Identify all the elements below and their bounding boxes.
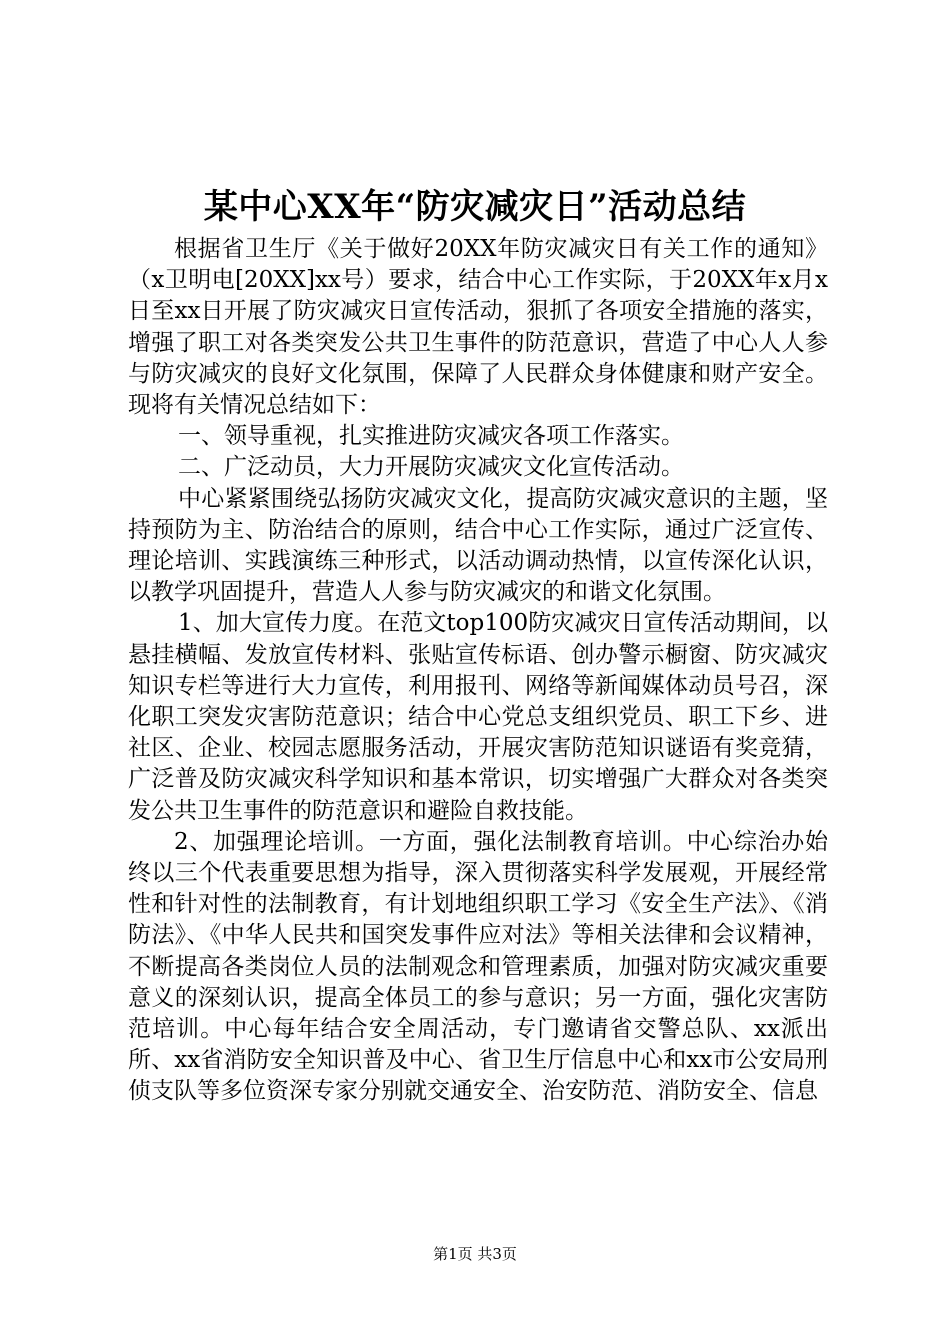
section-2-paragraph: 中心紧紧围绕弘扬防灾减灾文化，提高防灾减灾意识的主题，坚持预防为主、防治结合的原则，结合中心工作实际，通过广泛宣传、理论培训、实践演练三种形式，以活动调动热情，以宣传深化认识，以教学巩固提升，营造人人参与防灾减灾的和谐文化氛围。 (128, 485, 828, 606)
item-2-paragraph: 2、加强理论培训。一方面，强化法制教育培训。中心综治办始终以三个代表重要思想为指导，深入贯彻落实科学发展观，开展经常性和针对性的法制教育，有计划地组织职工学习《安全生产法》、《消防法》、《中华人民共和国突发事件应对法》等相关法律和会议精神，不断提高各类岗位人员的法制观念和管理素质，加强对防灾减灾重要意义的深刻认识，提高全体员工的参与意识；另一方面，强化灾害防范培训。中心每年结合安全周活动，专门邀请省交警总队、xx派出所、xx省消防安全知识普及中心、省卫生厅信息中心和xx市公安局刑侦支队等多位资深专家分别就交通安全、治安防范、消防安全、信息 (128, 828, 828, 1105)
item-1-paragraph: 1、加大宣传力度。在范文top100防灾减灾日宣传活动期间，以悬挂横幅、发放宣传材料、张贴宣传标语、创办警示橱窗、防灾减灾知识专栏等进行大力宣传，利用报刊、网络等新闻媒体动员号召，深化职工突发灾害防范意识；结合中心党总支组织党员、职工下乡、进社区、企业、校园志愿服务活动，开展灾害防范知识谜语有奖竞猜，广泛普及防灾减灾科学知识和基本常识，切实增强广大群众对各类突发公共卫生事件的防范意识和避险自救技能。 (128, 610, 828, 824)
section-heading-1: 一、领导重视，扎实推进防灾减灾各项工作落实。 (178, 423, 684, 450)
intro-paragraph: 根据省卫生厅《关于做好20XX年防灾减灾日有关工作的通知》（x卫明电[20XX]xx号）要求，结合中心工作实际，于20XX年x月x日至xx日开展了防灾减灾日宣传活动，狠抓了各项安全措施的落实，增强了职工对各类突发公共卫生事件的防范意识，营造了中心人人参与防灾减灾的良好文化氛围，保障了人民群众身体健康和财产安全。现将有关情况总结如下： (128, 236, 828, 419)
document-title: 某中心XX年“防灾减灾日”活动总结 (203, 187, 747, 227)
section-heading-2: 二、广泛动员，大力开展防灾减灾文化宣传活动。 (178, 454, 684, 481)
document-body (128, 234, 828, 1108)
page-footer: 第1页 共3页 (433, 1245, 517, 1263)
